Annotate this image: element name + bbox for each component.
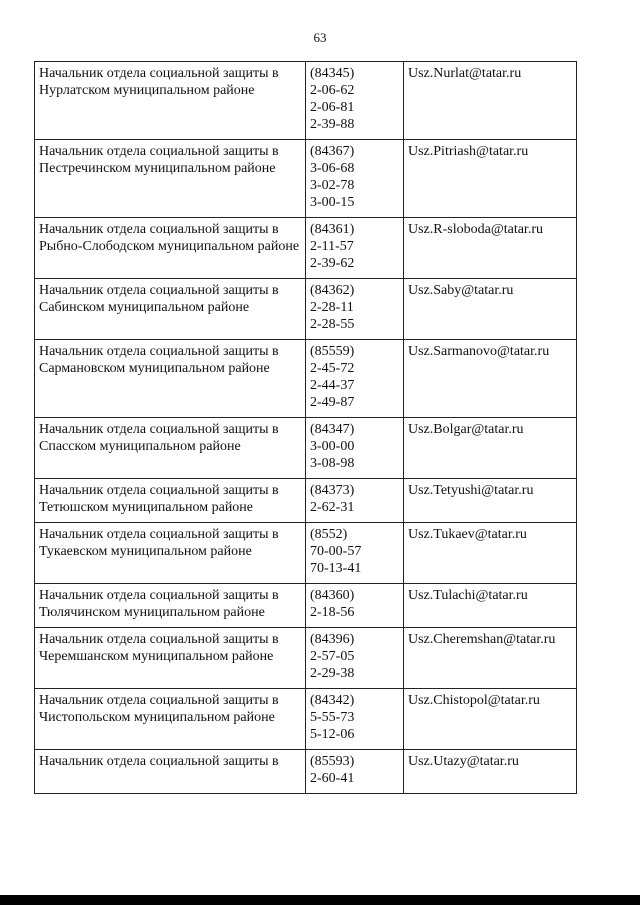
email-cell: Usz.Pitriash@tatar.ru — [404, 140, 577, 218]
table-row — [35, 523, 577, 584]
department-title-cell: Начальник отдела социальной защиты в Рыбно-Слободском муниципальном районе — [35, 218, 306, 279]
email-cell: Usz.Tetyushi@tatar.ru — [404, 479, 577, 523]
table-row — [35, 418, 577, 479]
phone-number: 2-60-41 — [310, 771, 355, 786]
phone-cell — [306, 584, 404, 628]
department-title-cell: Начальник отдела социальной защиты в Пестречинском муниципальном районе — [35, 140, 306, 218]
scan-edge-bar — [0, 895, 640, 905]
phone-number: 2-39-88 — [310, 117, 355, 132]
table-row — [35, 340, 577, 418]
phone-number: 2-44-37 — [310, 378, 355, 393]
table-row — [35, 140, 577, 218]
phone-code: (8552) — [310, 527, 348, 542]
phone-code: (84342) — [310, 693, 355, 708]
phone-number: 3-06-68 — [310, 161, 355, 176]
table-row — [35, 479, 577, 523]
department-title-cell: Начальник отдела социальной защиты в — [35, 750, 306, 794]
phone-number: 2-28-55 — [310, 317, 355, 332]
phone-code: (84362) — [310, 283, 355, 298]
table-row — [35, 689, 577, 750]
phone-number: 2-29-38 — [310, 666, 355, 681]
department-title-cell: Начальник отдела социальной защиты в Тюлячинском муниципальном районе — [35, 584, 306, 628]
phone-number: 2-06-62 — [310, 83, 355, 98]
contacts-table — [34, 61, 577, 794]
phone-code: (85559) — [310, 344, 355, 359]
phone-number: 2-45-72 — [310, 361, 355, 376]
phone-cell — [306, 279, 404, 340]
phone-code: (84347) — [310, 422, 355, 437]
department-title-cell: Начальник отдела социальной защиты в Тукаевском муниципальном районе — [35, 523, 306, 584]
table-row — [35, 62, 577, 140]
phone-number: 2-28-11 — [310, 300, 354, 315]
phone-cell — [306, 218, 404, 279]
email-cell: Usz.R-sloboda@tatar.ru — [404, 218, 577, 279]
email-cell: Usz.Chistopol@tatar.ru — [404, 689, 577, 750]
table-row — [35, 628, 577, 689]
phone-number: 70-13-41 — [310, 561, 362, 576]
phone-code: (84367) — [310, 144, 355, 159]
page-number: 63 — [313, 30, 327, 45]
department-title-cell: Начальник отдела социальной защиты в Тетюшском муниципальном районе — [35, 479, 306, 523]
phone-cell — [306, 689, 404, 750]
phone-code: (84361) — [310, 222, 355, 237]
phone-cell — [306, 479, 404, 523]
table-row — [35, 750, 577, 794]
table-row — [35, 279, 577, 340]
email-cell: Usz.Nurlat@tatar.ru — [404, 62, 577, 140]
email-cell: Usz.Saby@tatar.ru — [404, 279, 577, 340]
email-cell: Usz.Bolgar@tatar.ru — [404, 418, 577, 479]
department-title-cell: Начальник отдела социальной защиты в Нурлатском муниципальном районе — [35, 62, 306, 140]
phone-cell — [306, 628, 404, 689]
phone-number: 5-12-06 — [310, 727, 355, 742]
email-cell: Usz.Sarmanovo@tatar.ru — [404, 340, 577, 418]
phone-number: 2-11-57 — [310, 239, 354, 254]
phone-cell — [306, 750, 404, 794]
phone-number: 3-08-98 — [310, 456, 355, 471]
phone-number: 5-55-73 — [310, 710, 355, 725]
phone-number: 3-00-00 — [310, 439, 355, 454]
phone-code: (84396) — [310, 632, 355, 647]
email-cell: Usz.Utazy@tatar.ru — [404, 750, 577, 794]
email-cell: Usz.Tukaev@tatar.ru — [404, 523, 577, 584]
phone-code: (84345) — [310, 66, 355, 81]
department-title-cell: Начальник отдела социальной защиты в Чистопольском муниципальном районе — [35, 689, 306, 750]
email-cell: Usz.Tulachi@tatar.ru — [404, 584, 577, 628]
table-row — [35, 584, 577, 628]
department-title-cell: Начальник отдела социальной защиты в Сабинском муниципальном районе — [35, 279, 306, 340]
phone-number: 3-02-78 — [310, 178, 355, 193]
department-title-cell: Начальник отдела социальной защиты в Спасском муниципальном районе — [35, 418, 306, 479]
phone-cell — [306, 62, 404, 140]
email-cell: Usz.Cheremshan@tatar.ru — [404, 628, 577, 689]
phone-code: (84373) — [310, 483, 355, 498]
phone-number: 70-00-57 — [310, 544, 362, 559]
department-title-cell: Начальник отдела социальной защиты в Сармановском муниципальном районе — [35, 340, 306, 418]
phone-cell — [306, 523, 404, 584]
phone-number: 2-62-31 — [310, 500, 355, 515]
department-title-cell: Начальник отдела социальной защиты в Черемшанском муниципальном районе — [35, 628, 306, 689]
phone-number: 3-00-15 — [310, 195, 355, 210]
phone-number: 2-06-81 — [310, 100, 355, 115]
phone-number: 2-57-05 — [310, 649, 355, 664]
phone-cell — [306, 340, 404, 418]
phone-number: 2-39-62 — [310, 256, 355, 271]
phone-cell — [306, 140, 404, 218]
table-row — [35, 218, 577, 279]
phone-code: (84360) — [310, 588, 355, 603]
phone-number: 2-18-56 — [310, 605, 355, 620]
phone-number: 2-49-87 — [310, 395, 355, 410]
phone-code: (85593) — [310, 754, 355, 769]
phone-cell — [306, 418, 404, 479]
